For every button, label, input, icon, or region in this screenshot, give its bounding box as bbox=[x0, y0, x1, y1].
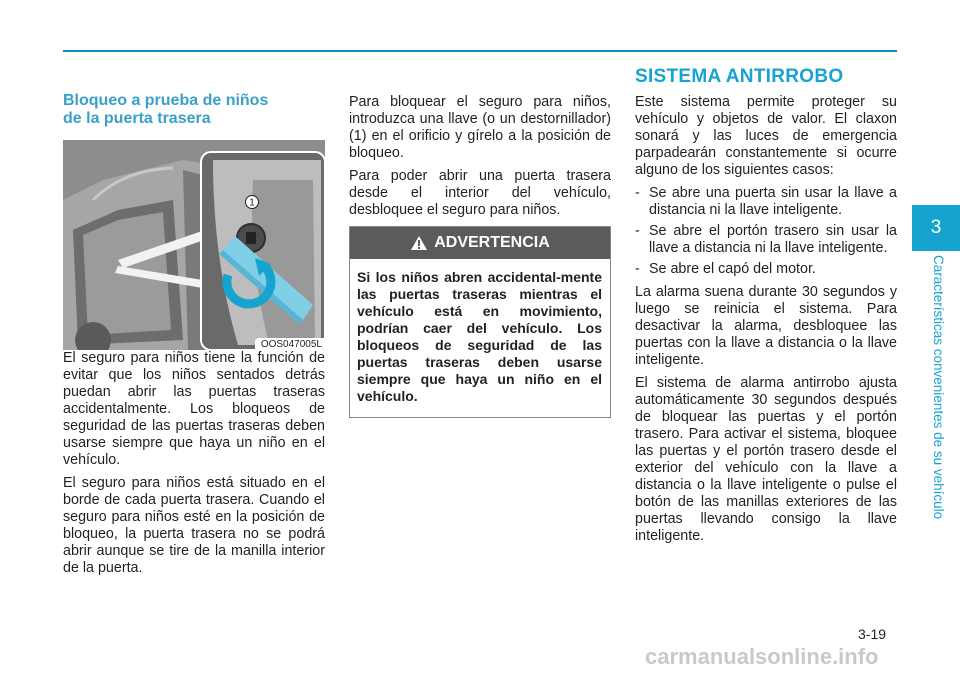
list-item: - Se abre una puerta sin usar la llave a distancia ni la llave inteligente. bbox=[635, 185, 897, 219]
chapter-title: Características convenientes de su vehículo bbox=[931, 255, 946, 520]
child-lock-paragraph-1: El seguro para niños tiene la función de evitar que los niños sentados detrás puedan abrir las puertas traseras accidentalmente. Los bloqueos de seguridad de las puertas traseras deben usarse siempre que haya un niño en el vehículo. bbox=[63, 350, 325, 468]
chapter-tab: 3 bbox=[912, 205, 960, 251]
callout-number: 1 bbox=[249, 197, 255, 209]
antitheft-intro: Este sistema permite proteger su vehículo y objetos de valor. El claxon sonará y las luces de emergencia parpadearán constantemente si ocurre alguno de los siguientes casos: bbox=[635, 94, 897, 178]
list-item: - Se abre el capó del motor. bbox=[635, 261, 897, 278]
callout-number-icon bbox=[245, 195, 259, 209]
watermark: carmanualsonline.info bbox=[645, 644, 879, 669]
warning-box bbox=[349, 226, 611, 418]
top-rule bbox=[63, 50, 897, 52]
page-number: 3-19 bbox=[858, 626, 887, 642]
child-lock-heading bbox=[63, 92, 325, 128]
warning-title: ADVERTENCIA bbox=[434, 234, 550, 251]
rear-door-illustration bbox=[63, 140, 325, 350]
column-child-lock-continued bbox=[349, 94, 611, 225]
child-lock-illustration bbox=[63, 140, 325, 350]
warning-header bbox=[350, 227, 610, 259]
section-title: SISTEMA ANTIRROBO bbox=[635, 66, 844, 87]
child-lock-paragraph-3: Para bloquear el seguro para niños, introduzca una llave (o un destornillador) (1) en el orificio y gírelo a la posición de bloqueo. bbox=[349, 94, 611, 161]
warning-triangle-icon bbox=[410, 235, 428, 251]
antitheft-conditions-list bbox=[635, 185, 897, 278]
child-lock-heading-line1: Bloqueo a prueba de niños bbox=[63, 92, 269, 109]
column-antitheft bbox=[635, 94, 897, 551]
warning-text: Si los niños abren accidental-mente las puertas traseras mientras el vehículo está en movimiento, podrían caer del vehículo. Los bloqueos de seguridad de las puertas traseras deben usarse siempre que haya un niño en el vehículo. bbox=[357, 269, 602, 404]
image-code: OOS047005L bbox=[255, 338, 325, 350]
antitheft-paragraph-3: El sistema de alarma antirrobo ajusta automáticamente 30 segundos después de bloquear las puertas y el portón trasero. Para activar el sistema, bloquee las puertas y el portón trasero desde el exterior del vehículo con la llave a distancia o la llave inteligente o pulse el botón de las manillas exteriores de las puertas llevando consigo la llave inteligente. bbox=[635, 375, 897, 544]
child-lock-paragraph-2: El seguro para niños está situado en el borde de cada puerta trasera. Cuando el seguro para niños esté en la posición de bloqueo, la puerta trasera no se podrá abrir aunque se tire de la manilla interior de la puerta. bbox=[63, 475, 325, 576]
list-item: - Se abre el portón trasero sin usar la llave a distancia ni la llave inteligente. bbox=[635, 223, 897, 257]
antitheft-paragraph-2: La alarma suena durante 30 segundos y luego se reinicia el sistema. Para desactivar la alarma, desbloquee las puertas con la llave a distancia o la llave inteligente. bbox=[635, 284, 897, 368]
child-lock-heading-line2: de la puerta trasera bbox=[63, 110, 211, 127]
child-lock-paragraph-4: Para poder abrir una puerta trasera desde el interior del vehículo, desbloquee el seguro para niños. bbox=[349, 168, 611, 218]
